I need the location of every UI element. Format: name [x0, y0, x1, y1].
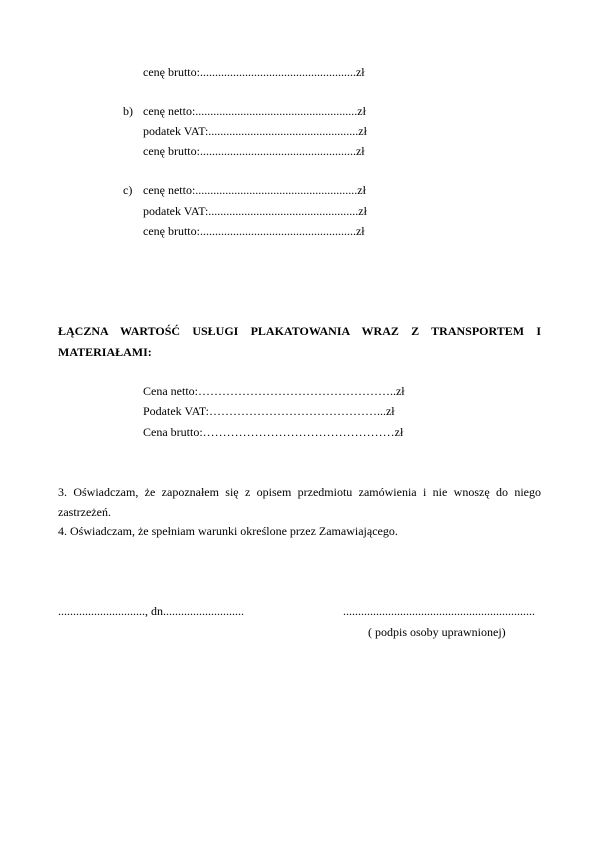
item-c-vat: podatek VAT:..................................................zł	[143, 204, 367, 218]
total-heading-line-1: ŁĄCZNA WARTOŚĆ USŁUGI PLAKATOWANIA WRAZ Z TRANSPORTEM I	[58, 324, 541, 338]
statement-4: 4. Oświadczam, że spełniam warunki określone przez Zamawiającego.	[58, 524, 398, 538]
total-heading-line-2: MATERIAŁAMI:	[58, 345, 152, 359]
total-net-price: Cena netto:…………………………………………..zł	[143, 384, 405, 398]
item-b-marker: b)	[123, 104, 133, 118]
signature-caption: ( podpis osoby uprawnionej)	[368, 625, 506, 639]
item-c-gross-price: cenę brutto:....................................................zł	[143, 224, 365, 238]
statement-3-line-2: zastrzeżeń.	[58, 505, 111, 519]
signature-line: ................................................................	[343, 604, 535, 618]
place-date-line: ............................., dn...........................	[58, 604, 244, 618]
item-b-gross-price: cenę brutto:....................................................zł	[143, 144, 365, 158]
item-a-gross-price: cenę brutto:....................................................zł	[143, 65, 365, 79]
item-b-net-price: cenę netto:......................................................zł	[143, 104, 366, 118]
total-vat: Podatek VAT:……………………………………...zł	[143, 404, 395, 418]
item-c-marker: c)	[123, 183, 133, 197]
statement-3-line-1: 3. Oświadczam, że zapoznałem się z opisem przedmiotu zamówienia i nie wnoszę do niego	[58, 485, 541, 499]
item-b-vat: podatek VAT:..................................................zł	[143, 124, 367, 138]
item-c-net-price: cenę netto:......................................................zł	[143, 183, 366, 197]
total-gross-price: Cena brutto:…………………………………………zł	[143, 425, 404, 439]
